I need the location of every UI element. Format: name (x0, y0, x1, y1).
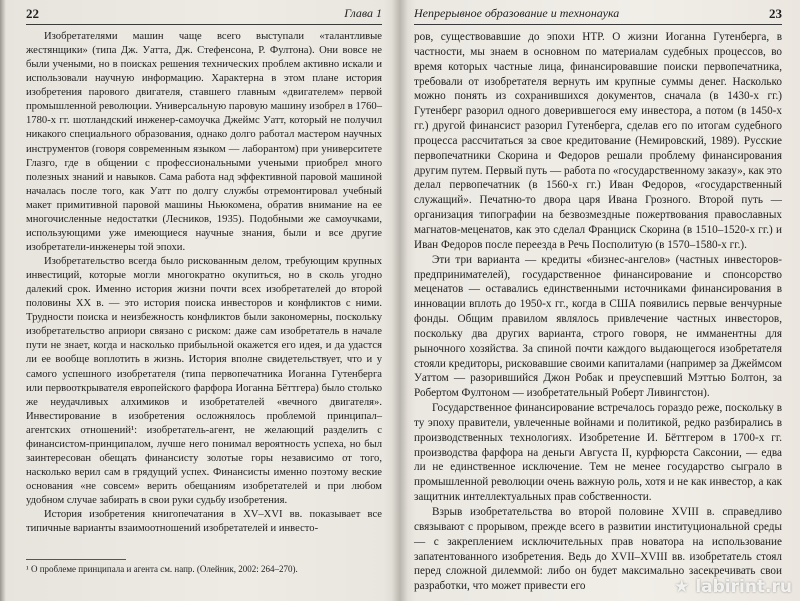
right-paragraph: Государственное финансирование встречалось гораздо реже, поскольку в ту эпоху правители, увлеченные войнами и политикой, редко разбирались в производственных технологиях. Изобретение И. Бёттгером в 1700-х гг. производства фарфора на деньги Августа II, курфюрста Саксонии, — едва ли не единственное исключение. Тем не менее государство сыграло в промышленной революции очень важную роль, хотя и не как инвестор, а как защитник интеллектуальных прав собственности. (414, 402, 782, 504)
left-header-rule (26, 24, 382, 25)
left-header-title: Глава 1 (344, 6, 382, 20)
right-header-title: Непрерывное образование и технонаука (414, 6, 620, 20)
left-body-text (26, 30, 382, 536)
right-page-number: 23 (769, 6, 782, 21)
left-paragraph: Изобретателями машин чаще всего выступали «талантливые жестянщики» (типа Дж. Уатта, Дж. Стефенсона, Р. Фултона). Они вовсе не были учеными, но в поисках решения технических проблем активно искали и использовали научную информацию. Характерна в этом плане история изобретения парового двигателя, ставшего главным «двигателем» первой промышленной революции. Универсальную паровую машину изобрел в 1760–1780-х гг. шотландский инженер-самоучка Джеймс Уатт, который не получил никакого специального образования, однако долго работал мастером научных инструментов (говоря современным языком — лаборантом) при университете Глазго, где в общении с профессиональными учеными приобрел много полезных знаний и навыков. Сама работа над эффективной паровой машиной началась после того, как Уатт по долгу службы отремонтировал учебный макет примитивной паровой машины Ньюкомена, обратив внимание на ее многочисленные недостатки (Лесников, 1935). Подобными же самоучками, использующими уже имеющиеся научные знания, были и все другие изобретатели-инженеры той эпохи. (26, 31, 382, 253)
left-paragraph: История изобретения книгопечатания в XV–XVI вв. показывает все типичные варианты взаимоотношений изобретателей и инвесто- (26, 509, 382, 535)
left-paragraph: Изобретательство всегда было рискованным делом, требующим крупных инвестиций, которые могли многократно окупиться, но в сколь угодно далекий срок. Именно история жизни почти всех изобретателей до второй половины XX в. — это история поиска инвесторов и конфликтов с ними. Трудности поиска и неизбежность конфликтов были закономерны, поскольку изобретательство априори связано с риском: даже сам изобретатель в начале пути не знает, когда и насколько прибыльной окажется его идея, и да удастся ли ее вообще воплотить в жизнь. История вполне свидетельствует, что и у самого успешного изобретателя (типа первопечатника Иоганна Гутенберга или первооткрывателя европейского фарфора Иоганна Бёттгера) было столько же неудачливых алхимиков и изобретателей «вечного двигателя». Инвестирование в изобретения осложнялось проблемой принципал–агентских отношений¹: изобретатель-агент, не желающий разделить с финансистом-принципалом, лучше него понимал вероятность успеха, но был заинтересован обещать финансисту золотые горы независимо от того, насколько верил сам в грядущий успех. Финансисты именно поэтому веские основания «не совсем» верить обещаниям изобретателей и при любом удобном случае забирать в свои руки судьбу изобретения. (26, 256, 382, 507)
page-edge-shadow (0, 0, 6, 601)
right-paragraph: Взрыв изобретательства во второй половине XVIII в. справедливо связывают с прорывом, прежде всего в развитии институциональной среды — с закреплением исключительных прав новатора на использование запатентованного изобретения. Ведь до XVII–XVIII вв. изобретатель стоял перед сложной дилеммой: либо он будет максимально засекречивать свои разработки, что может привести его (414, 506, 782, 593)
right-body-text (414, 30, 782, 594)
right-running-header (414, 6, 782, 22)
left-page-number: 22 (26, 6, 39, 21)
watermark: ★ labirint.ru (674, 577, 792, 597)
right-header-rule (414, 24, 782, 25)
footnote-rule (26, 559, 126, 560)
right-paragraph: ров, существовавшие до эпохи НТР. О жизни Иоганна Гутенберга, в частности, мы знаем в основном по материалам судебных процессов, во время которых частные лица, финансировавшие поиски первопечатника, требовали от изобретателя вернуть им крупные суммы денег. Насколько можно понять из сохранившихся документов, сначала (в 1430-х гг.) Гутенберг разорил одного доверившегося ему инвестора, а потом (в 1450-х гг.) другой финансист разорил Гутенберга, сделав его по итогам судебного процесса рассчитаться за свое кредитование (Немировский, 1989). Русские первопечатники Скорина и Федоров решали проблему финансирования другим путем. Первый путь — работа по «государственному заказу», как это делал первопечатник (в 1560-х гг.) Иван Федоров, «государственный служащий». Печатню-то двора царя Ивана Грозного. Второй путь — организация типографии на безвозмездные пожертвования православных магнатов-меценатов, как это сделал Франциск Скорина (в 1510–1520-х гг.) и Иван Федоров после переезда в Речь Посполитую (в 1570–1580-х гг.). (414, 31, 782, 251)
right-paragraph: Эти три варианта — кредиты «бизнес-ангелов» (частных инвесторов-предпринимателей), государственное финансирование и спонсорство меценатов — оставались единственными источниками финансирования в инновации вплоть до 1950-х гг., когда в США появились первые венчурные фонды. Общим правилом являлось привлечение частных инвесторов, поскольку два других варианта, строго говоря, не имманентны для рыночного хозяйства. За спиной почти каждого выдающегося изобретателя стояли кредиторы, рисковавшие своими капиталами (например за Джеймсом Уаттом — разорившийся Джон Робак и преуспевший Мэттью Болтон, за Робертом Фултоном — изобретательный Роберт Ливингстон). (414, 253, 782, 400)
left-running-header (26, 6, 382, 22)
footnote: ¹ О проблеме принципала и агента см. напр. (Олейник, 2002: 264–270). (26, 564, 298, 574)
right-page (400, 0, 800, 601)
